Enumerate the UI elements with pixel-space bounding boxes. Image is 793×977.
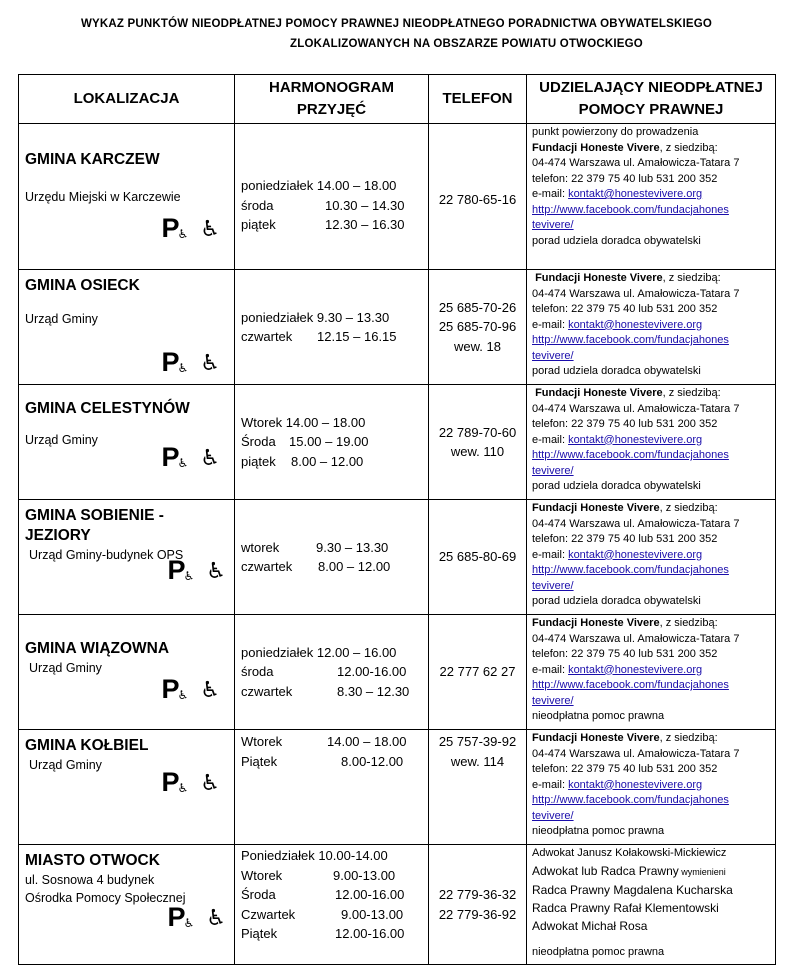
provider-cell <box>527 500 776 615</box>
email-link[interactable]: kontakt@honestevivere.org <box>568 548 703 561</box>
provider-email: e-mail: kontakt@honestevivere.org <box>532 548 703 561</box>
facebook-link[interactable]: http://www.facebook.com/fundacjahones <box>532 794 729 806</box>
email-link[interactable]: kontakt@honestevivere.org <box>568 318 703 331</box>
header-schedule <box>235 75 429 124</box>
provider-line: Fundacji Honeste Vivere, z siedzibą: <box>532 502 718 514</box>
accessibility-icons <box>161 674 220 704</box>
provider-address: 04-474 Warszawa ul. Amałowicza-Tatara 7 <box>532 747 740 760</box>
document-title <box>0 14 793 54</box>
parking-disabled-icon: P ♿ <box>167 902 195 932</box>
wheelchair-icon: ♿ <box>206 558 226 583</box>
header-phone: TELEFON <box>429 75 527 124</box>
provider-email: e-mail: kontakt@honestevivere.org <box>532 778 703 791</box>
office-name: Urząd Gminy <box>29 758 102 772</box>
schedule-line: czwartek 8.30 – 12.30 <box>241 683 410 699</box>
facebook-link-cont[interactable]: tevivere/ <box>532 219 574 231</box>
accessibility-icons <box>167 555 226 585</box>
parking-disabled-icon: P ♿ <box>161 347 189 377</box>
accessibility-icons <box>161 442 220 472</box>
schedule-line: Wtorek 14.00 – 18.00 <box>241 734 407 749</box>
provider-note: nieodpłatna pomoc prawna <box>532 825 665 837</box>
facebook-link[interactable]: http://www.facebook.com/fundacjahones <box>532 203 729 216</box>
location-cell <box>19 615 235 730</box>
table-row <box>19 730 776 845</box>
phone-extension: wew. 18 <box>454 338 501 354</box>
provider-address: 04-474 Warszawa ul. Amałowicza-Tatara 7 <box>532 632 740 645</box>
provider-email: e-mail: kontakt@honestevivere.org <box>532 318 703 331</box>
provider-line: Fundacji Honeste Vivere, z siedzibą: <box>535 272 721 284</box>
gmina-name: GMINA KOŁBIEL <box>25 737 149 754</box>
table-row <box>19 124 776 270</box>
phone-number: 22 779-36-92 <box>438 906 517 922</box>
schedule-line: czwartek 12.15 – 16.15 <box>241 329 397 344</box>
phone-number: 22 780-65-16 <box>438 191 517 207</box>
accessibility-icons <box>167 902 226 932</box>
address-line: ul. Sosnowa 4 budynek <box>25 873 155 887</box>
schedule-line: środa 10.30 – 14.30 <box>241 197 405 213</box>
schedule-line: Czwartek 9.00-13.00 <box>241 906 404 922</box>
location-cell <box>19 385 235 500</box>
email-link[interactable]: kontakt@honestevivere.org <box>568 433 703 446</box>
phone-number: 22 779-36-32 <box>438 887 517 902</box>
gmina-name-line2: JEZIORY <box>25 527 91 544</box>
schedule-cell <box>235 124 429 270</box>
phone-number: 25 685-70-96 <box>438 319 517 335</box>
phone-cell <box>429 124 527 270</box>
phone-cell <box>429 500 527 615</box>
provider-address: 04-474 Warszawa ul. Amałowicza-Tatara 7 <box>532 157 740 169</box>
schedule-line: poniedziałek 12.00 – 16.00 <box>241 644 397 660</box>
lawyer-name: Adwokat Janusz Kołakowski-Mickiewicz <box>532 847 727 859</box>
facebook-link-cont[interactable]: tevivere/ <box>532 579 574 592</box>
phone-number: 22 777 62 27 <box>439 664 516 680</box>
gmina-name: GMINA OSIECK <box>25 277 140 294</box>
email-link[interactable]: kontakt@honestevivere.org <box>568 778 703 791</box>
wheelchair-icon: ♿ <box>206 905 226 930</box>
provider-line: Fundacji Honeste Vivere, z siedzibą: <box>535 387 721 399</box>
schedule-line: Poniedziałek 10.00-14.00 <box>241 848 388 863</box>
gmina-name: MIASTO OTWOCK <box>25 852 160 869</box>
legal-aid-table <box>18 74 776 965</box>
accessibility-icons <box>161 767 220 797</box>
parking-disabled-icon: P ♿ <box>161 442 189 472</box>
parking-disabled-icon: P ♿ <box>161 213 189 243</box>
parking-disabled-icon: P ♿ <box>161 767 189 797</box>
header-provider <box>527 75 776 124</box>
provider-cell <box>527 270 776 385</box>
lawyer-name: Radca Prawny Rafał Klementowski <box>532 900 719 915</box>
table-row <box>19 385 776 500</box>
office-name: Urząd Gminy <box>25 312 98 326</box>
schedule-line: czwartek 8.00 – 12.00 <box>241 559 391 574</box>
accessibility-icons <box>161 347 220 377</box>
header-location: LOKALIZACJA <box>19 75 235 124</box>
phone-extension: wew. 114 <box>450 753 505 769</box>
facebook-link-cont[interactable]: tevivere/ <box>532 809 574 822</box>
provider-phone: telefon: 22 379 75 40 lub 531 200 352 <box>532 303 718 315</box>
lawyer-name: Radca Prawny Magdalena Kucharska <box>532 882 733 897</box>
schedule-line: Piątek 12.00-16.00 <box>241 926 405 941</box>
title-line-1: WYKAZ PUNKTÓW NIEODPŁATNEJ POMOCY PRAWNEJ NIEODPŁATNEGO PORADNICTWA OBYWATELSKIEGO <box>80 18 713 30</box>
provider-note: porad udziela doradca obywatelski <box>532 480 701 492</box>
provider-line: Fundacji Honeste Vivere, z siedzibą: <box>532 617 718 629</box>
facebook-link[interactable]: http://www.facebook.com/fundacjahones <box>532 564 729 576</box>
provider-note: nieodpłatna pomoc prawna <box>532 710 665 722</box>
header-schedule-line1: HARMONOGRAM <box>269 79 394 96</box>
schedule-line: poniedziałek 9.30 – 13.30 <box>241 309 390 325</box>
provider-address: 04-474 Warszawa ul. Amałowicza-Tatara 7 <box>532 402 740 415</box>
provider-note: porad udziela doradca obywatelski <box>532 365 701 377</box>
facebook-link[interactable]: http://www.facebook.com/fundacjahones <box>532 679 729 691</box>
location-cell <box>19 270 235 385</box>
office-name: Urząd Gminy <box>25 433 98 447</box>
email-link[interactable]: kontakt@honestevivere.org <box>568 188 703 200</box>
table-row <box>19 500 776 615</box>
header-provider-line2: POMOCY PRAWNEJ <box>578 101 724 118</box>
header-provider-line1: UDZIELAJĄCY NIEODPŁATNEJ <box>539 79 763 96</box>
wheelchair-icon: ♿ <box>200 677 220 702</box>
lawyer-name: Adwokat lub Radca Prawny wymienieni <box>532 863 726 878</box>
provider-cell <box>527 845 776 965</box>
wheelchair-icon: ♿ <box>200 350 220 375</box>
schedule-cell <box>235 730 429 845</box>
provider-cell <box>527 615 776 730</box>
schedule-cell <box>235 845 429 965</box>
wheelchair-icon: ♿ <box>200 216 220 241</box>
schedule-line: środa 12.00-16.00 <box>241 664 407 680</box>
phone-cell <box>429 845 527 965</box>
provider-note: porad udziela doradca obywatelski <box>532 595 701 607</box>
provider-phone: telefon: 22 379 75 40 lub 531 200 352 <box>532 763 718 775</box>
accessibility-icons <box>161 213 220 243</box>
facebook-link-cont[interactable]: tevivere/ <box>532 464 574 477</box>
schedule-cell <box>235 615 429 730</box>
schedule-cell <box>235 385 429 500</box>
provider-line: punkt powierzony do prowadzenia <box>532 126 699 138</box>
provider-line: Fundacji Honeste Vivere, z siedzibą: <box>532 141 718 154</box>
schedule-line: Wtorek 9.00-13.00 <box>241 867 396 883</box>
provider-cell <box>527 385 776 500</box>
parking-disabled-icon: P ♿ <box>167 555 195 585</box>
wheelchair-icon: ♿ <box>200 445 220 470</box>
schedule-line: piątek 8.00 – 12.00 <box>241 453 364 469</box>
parking-disabled-icon: P ♿ <box>161 674 189 704</box>
location-cell <box>19 124 235 270</box>
gmina-name-line1: GMINA SOBIENIE - <box>25 507 164 524</box>
location-cell <box>19 730 235 845</box>
phone-extension: wew. 110 <box>450 444 505 459</box>
phone-number: 25 685-80-69 <box>438 549 517 565</box>
header-schedule-line2: PRZYJĘĆ <box>296 101 367 118</box>
facebook-link[interactable]: http://www.facebook.com/fundacjahones <box>532 449 729 461</box>
schedule-line: piątek 12.30 – 16.30 <box>241 217 405 233</box>
gmina-name: GMINA KARCZEW <box>25 151 160 168</box>
schedule-line: wtorek 9.30 – 13.30 <box>241 539 389 555</box>
provider-phone: telefon: 22 379 75 40 lub 531 200 352 <box>532 172 718 185</box>
schedule-line: Środa 12.00-16.00 <box>241 887 405 902</box>
office-name: Urząd Gminy <box>29 661 102 675</box>
provider-cell <box>527 730 776 845</box>
schedule-cell <box>235 270 429 385</box>
schedule-cell <box>235 500 429 615</box>
provider-note: porad udziela doradca obywatelski <box>532 234 701 247</box>
facebook-link-cont[interactable]: tevivere/ <box>532 349 574 362</box>
email-link[interactable]: kontakt@honestevivere.org <box>568 663 703 676</box>
phone-cell <box>429 385 527 500</box>
schedule-line: poniedziałek 14.00 – 18.00 <box>241 178 397 194</box>
provider-phone: telefon: 22 379 75 40 lub 531 200 352 <box>532 533 718 545</box>
schedule-line: Piątek 8.00-12.00 <box>241 753 404 769</box>
phone-number: 25 757-39-92 <box>438 734 517 749</box>
title-line-2: ZLOKALIZOWANYCH NA OBSZARZE POWIATU OTWOCKIEGO <box>290 38 643 50</box>
provider-phone: telefon: 22 379 75 40 lub 531 200 352 <box>532 418 718 430</box>
provider-line: Fundacji Honeste Vivere, z siedzibą: <box>532 732 718 744</box>
phone-number: 22 789-70-60 <box>438 424 517 440</box>
phone-cell <box>429 270 527 385</box>
location-cell <box>19 500 235 615</box>
provider-cell <box>527 124 776 270</box>
provider-phone: telefon: 22 379 75 40 lub 531 200 352 <box>532 648 718 660</box>
facebook-link-cont[interactable]: tevivere/ <box>532 694 574 707</box>
lawyer-name: Adwokat Michał Rosa <box>532 918 648 933</box>
provider-address: 04-474 Warszawa ul. Amałowicza-Tatara 7 <box>532 287 740 300</box>
office-name: Ośrodka Pomocy Społecznej <box>25 891 186 905</box>
gmina-name: GMINA WIĄZOWNA <box>25 640 170 657</box>
provider-email: e-mail: kontakt@honestevivere.org <box>532 433 703 446</box>
provider-email: e-mail: kontakt@honestevivere.org <box>532 663 703 676</box>
table-row <box>19 270 776 385</box>
phone-number: 25 685-70-26 <box>438 299 517 315</box>
provider-note: nieodpłatna pomoc prawna <box>532 945 665 958</box>
provider-email: e-mail: kontakt@honestevivere.org <box>532 188 703 200</box>
table-row <box>19 845 776 965</box>
schedule-line: Wtorek 14.00 – 18.00 <box>241 414 366 430</box>
phone-cell <box>429 615 527 730</box>
schedule-line: Środa 15.00 – 19.00 <box>241 434 369 450</box>
provider-address: 04-474 Warszawa ul. Amałowicza-Tatara 7 <box>532 517 740 530</box>
location-cell <box>19 845 235 965</box>
office-name: Urzędu Miejski w Karczewie <box>25 190 181 204</box>
phone-cell <box>429 730 527 845</box>
header-row <box>19 75 776 124</box>
office-name: Urząd Gminy-budynek OPS <box>29 548 184 562</box>
wheelchair-icon: ♿ <box>200 770 220 795</box>
table-row <box>19 615 776 730</box>
gmina-name: GMINA CELESTYNÓW <box>25 400 190 417</box>
facebook-link[interactable]: http://www.facebook.com/fundacjahones <box>532 334 729 346</box>
